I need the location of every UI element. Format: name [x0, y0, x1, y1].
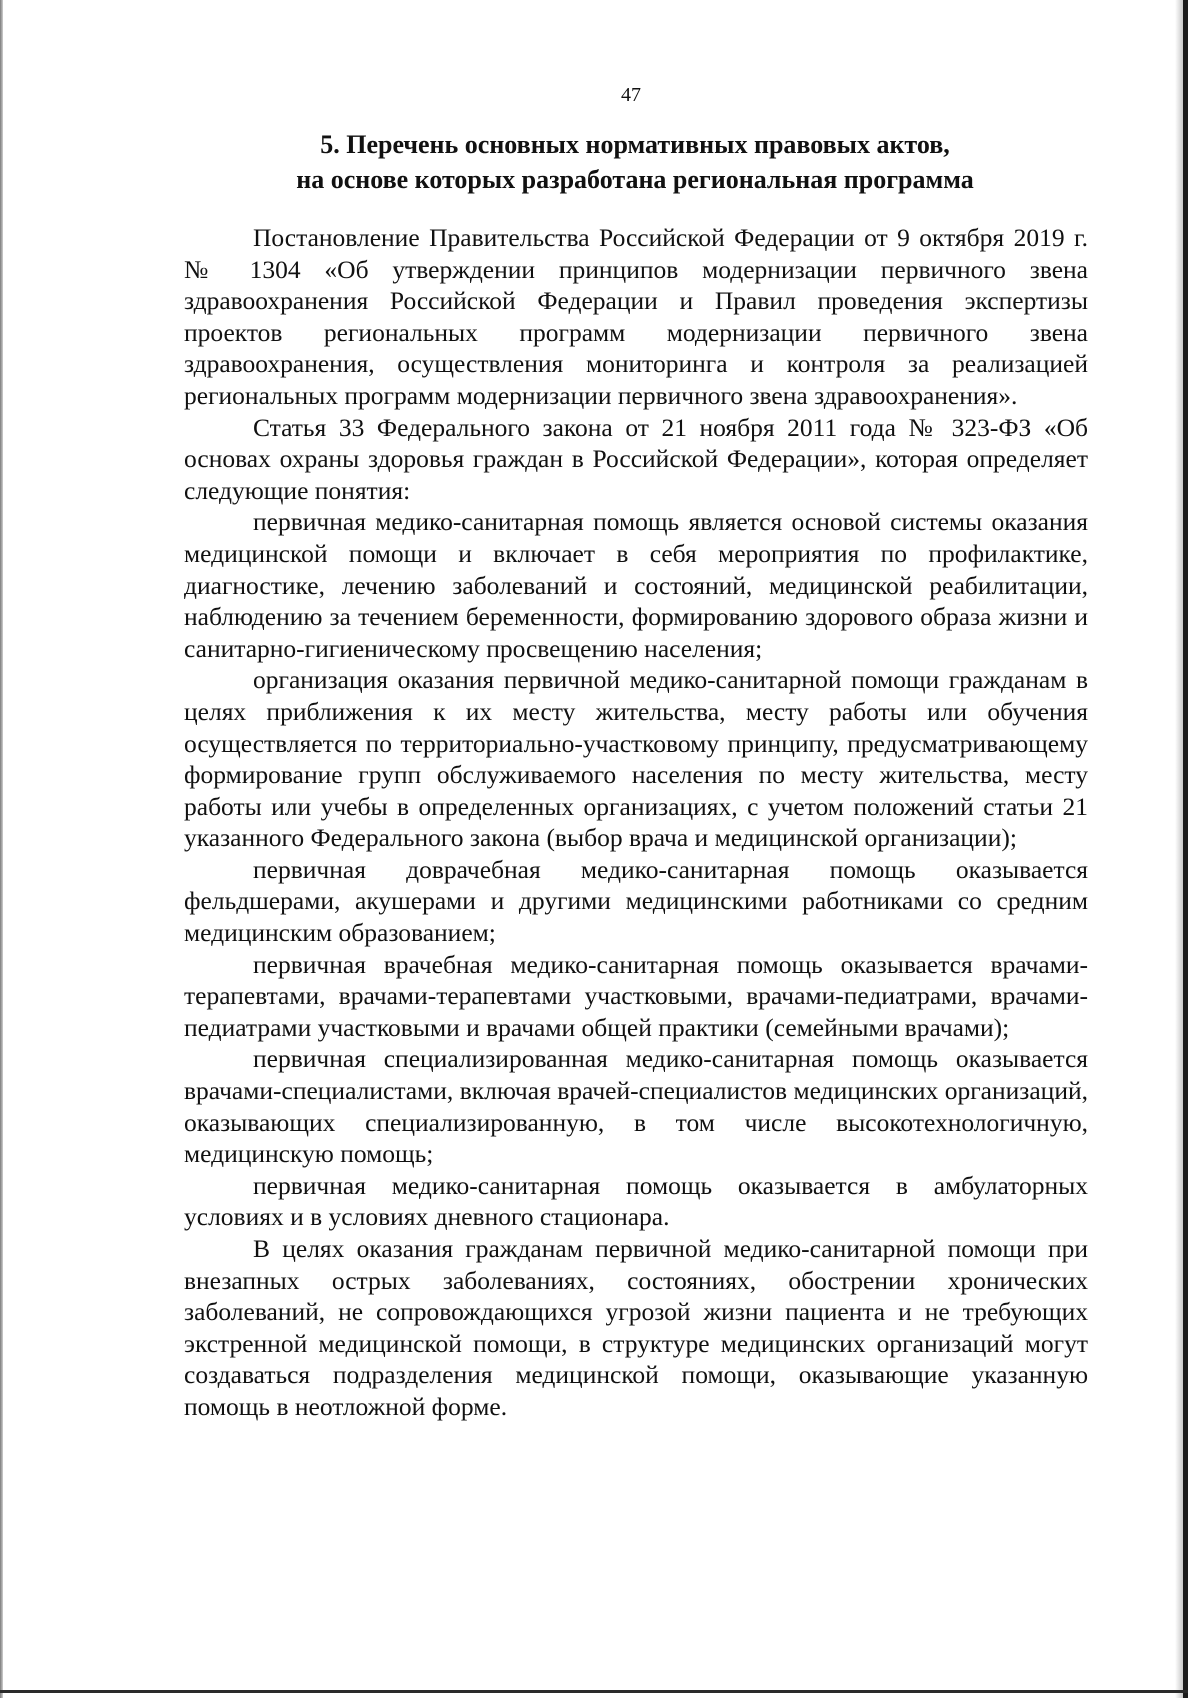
paragraph-territorial-principle: организация оказания первичной медико-санитарной помощи гражданам в целях приближения к их месту жительства, месту работы или обучения осуществляется по территориально-участковому принципу, предусматривающему формирование групп обслуживаемого населения по месту жительства, месту работы или учебы в определенных организациях, с учетом положений статьи 21 указанного Федерального закона (выбор врача и медицинской организации); [184, 665, 1088, 853]
page-number: 47 [621, 84, 641, 106]
paragraph-care-conditions: первичная медико-санитарная помощь оказывается в амбулаторных условиях и в условиях дневного стационара. [184, 1170, 1088, 1232]
paragraph-decree: Постановление Правительства Российской Федерации от 9 октября 2019 г. № 1304 «Об утверждении принципов модернизации первичного звена здравоохранения Российской Федерации и Правил проведения экспертизы проектов региональных программ модернизации первичного звена здравоохранения, осуществления мониторинга и контроля за реализацией региональных программ модернизации первичного звена здравоохранения». [184, 223, 1088, 410]
scan-edge-left [0, 0, 3, 1698]
scan-edge-right-shadow [1175, 0, 1183, 1698]
paragraph-pre-medical-care: первичная доврачебная медико-санитарная помощь оказывается фельдшерами, акушерами и другими медицинскими работниками со средним медицинским образованием; [184, 854, 1088, 948]
section-heading-line-1: 5. Перечень основных нормативных правовых актов, [320, 130, 950, 159]
scan-edge-right [1183, 0, 1188, 1698]
document-body [184, 222, 1088, 1423]
paragraph-specialized-care: первичная специализированная медико-санитарная помощь оказывается врачами-специалистами, включая врачей-специалистов медицинских организаций, оказывающих специализированную, в том числе высокотехнологичную, медицинскую помощь; [184, 1044, 1088, 1169]
scan-edge-bottom [0, 1690, 1188, 1693]
paragraph-primary-care-definition: первичная медико-санитарная помощь является основой системы оказания медицинской помощи и включает в себя мероприятия по профилактике, диагностике, лечению заболеваний и состояний, медицинской реабилитации, наблюдению за течением беременности, формированию здорового образа жизни и санитарно-гигиеническому просвещению населения; [184, 507, 1088, 663]
paragraph-urgent-care: В целях оказания гражданам первичной медико-санитарной помощи при внезапных острых заболеваниях, состояниях, обострении хронических заболеваний, не сопровождающихся угрозой жизни пациента и не требующих экстренной медицинской помощи, в структуре медицинских организаций могут создаваться подразделения медицинской помощи, оказывающие указанную помощь в неотложной форме. [184, 1234, 1088, 1421]
paragraph-physician-care: первичная врачебная медико-санитарная помощь оказывается врачами-терапевтами, врачами-терапевтами участковыми, врачами-педиатрами, врачами-педиатрами участковыми и врачами общей практики (семейными врачами); [184, 949, 1088, 1042]
section-heading-line-2: на основе которых разработана региональная программа [296, 165, 974, 194]
section-heading [240, 127, 1030, 197]
paragraph-article-33: Статья 33 Федерального закона от 21 ноября 2011 года № 323-ФЗ «Об основах охраны здоровья граждан в Российской Федерации», которая определяет следующие понятия: [184, 412, 1088, 505]
